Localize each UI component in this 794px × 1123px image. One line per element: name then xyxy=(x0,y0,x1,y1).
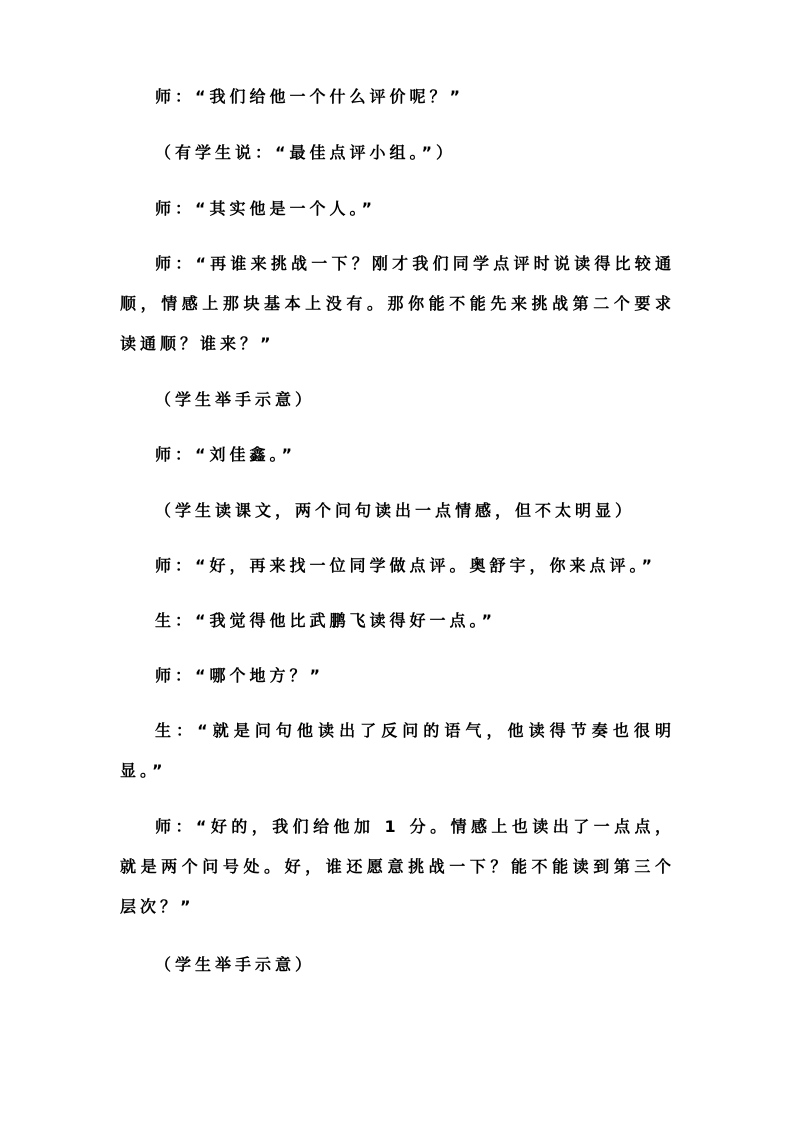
paragraph-teacher-call-name: 师：“刘佳鑫。” xyxy=(155,445,297,464)
paragraph-teacher-challenge: 师：“再谁来挑战一下？刚才我们同学点评时说读得比较通顺，情感上那块基本上没有。那你能不能先来挑战第二个要求读通顺？谁来？” xyxy=(120,254,675,353)
paragraph-teacher-add-point: 师：“好的，我们给他加 1 分。情感上也读出了一点点，就是两个问号处。好，谁还愿意挑战一下？能不能读到第三个层次？” xyxy=(120,817,675,916)
paragraph-teacher-which-place: 师：“哪个地方？” xyxy=(155,666,325,685)
paragraph-student-answer-best-group: （有学生说：“最佳点评小组。”） xyxy=(155,143,457,162)
paragraph-students-raise-hands-1: （学生举手示意） xyxy=(155,390,316,409)
paragraph-teacher-ask-comment: 师：“好，再来找一位同学做点评。奥舒宇，你来点评。” xyxy=(155,556,657,575)
paragraph-teacher-evaluation-question: 师：“我们给他一个什么评价呢？” xyxy=(155,87,465,106)
paragraph-students-raise-hands-2: （学生举手示意） xyxy=(155,955,316,974)
paragraph-teacher-one-person: 师：“其实他是一个人。” xyxy=(155,199,377,218)
paragraph-student-explains: 生：“就是问句他读出了反问的语气，他读得节奏也很明显。” xyxy=(120,721,675,780)
paragraph-student-comment: 生：“我觉得他比武鹏飞读得好一点。” xyxy=(155,611,497,630)
paragraph-student-reads: （学生读课文，两个问句读出一点情感，但不太明显） xyxy=(155,501,636,520)
